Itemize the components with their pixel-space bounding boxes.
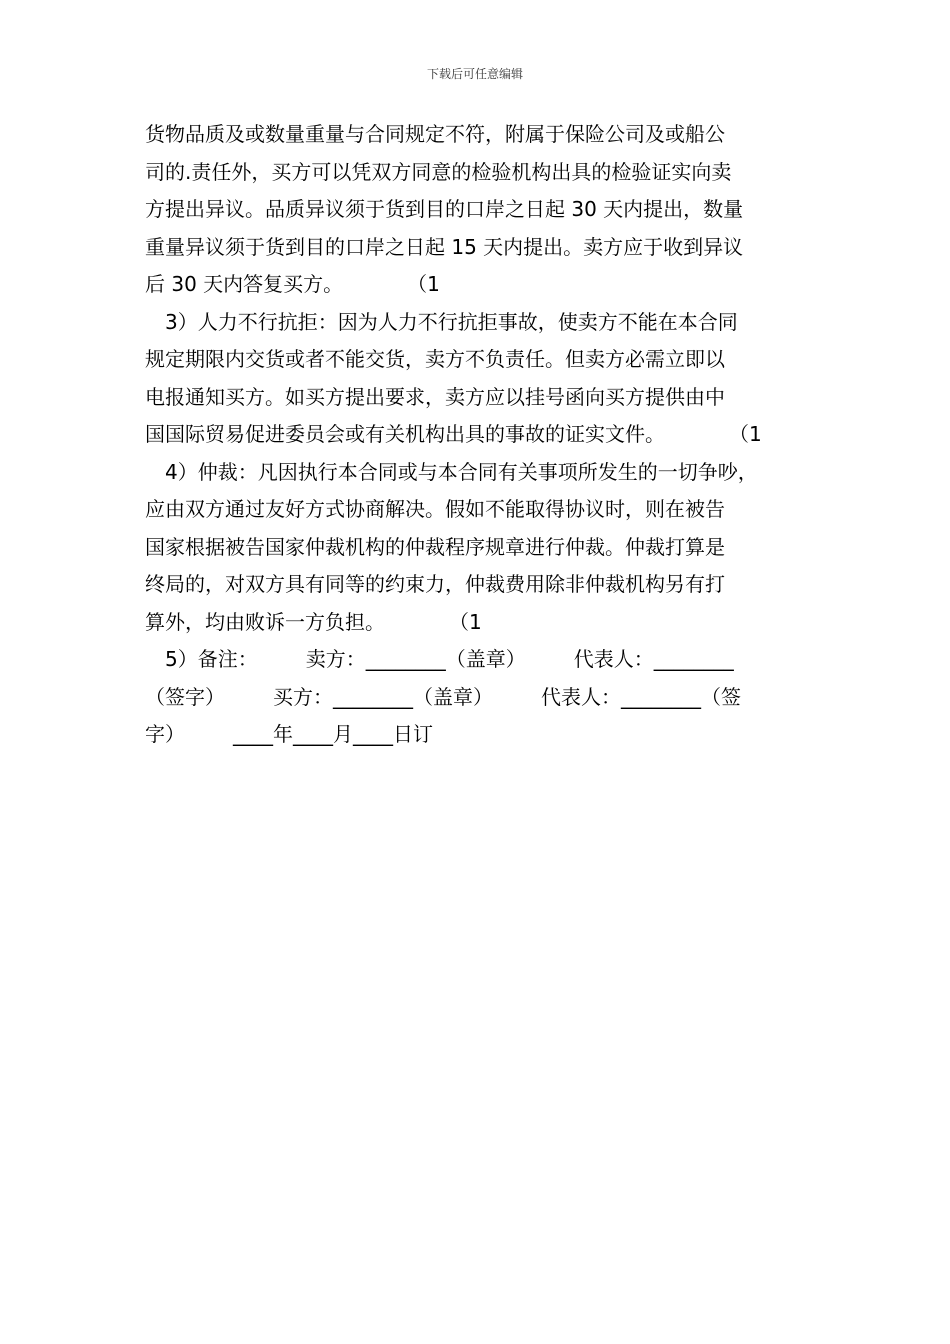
text-line [145, 641, 810, 679]
text-segment: 司的.责任外，买方可以凭双方同意的检验机构出具的检验证实向卖 [145, 159, 732, 184]
text-line [145, 566, 810, 604]
text-line [145, 416, 810, 454]
text-segment: 货物品质及或数量重量与合同规定不符，附属于保险公司及或船公 [145, 122, 725, 146]
text-segment: 4）仲裁：凡因执行本合同或与本合同有关事项所发生的一切争吵， [165, 459, 758, 484]
signature-note: （签字） [145, 684, 225, 709]
text-segment: 重量异议须于货到目的口岸之日起 15 天内提出。卖方应于收到异议 [145, 234, 744, 259]
text-segment: 算外，均由败诉一方负担。 [145, 609, 385, 634]
text-segment: 后 30 天内答复买方。 [145, 272, 344, 296]
text-line [145, 604, 810, 642]
text-line [145, 341, 810, 379]
text-line [145, 266, 810, 304]
buyer-representative: 代表人：________（签 [541, 684, 741, 709]
clause-marker: （1 [449, 609, 482, 634]
text-line [145, 379, 810, 417]
text-line [145, 454, 810, 492]
buyer-signature: 买方：________（盖章） [273, 684, 493, 709]
text-segment: 3）人力不行抗拒：因为人力不行抗拒事故，使卖方不能在本合同 [165, 309, 738, 334]
text-line [145, 191, 810, 229]
text-line [145, 116, 810, 154]
text-segment: 应由双方通过友好方式协商解决。假如不能取得协议时，则在被告 [145, 497, 725, 521]
text-segment: 规定期限内交货或者不能交货，卖方不负责任。但卖方必需立即以 [145, 347, 725, 371]
text-line [145, 529, 810, 567]
text-line [145, 716, 810, 754]
seller-representative: 代表人：________ [573, 647, 734, 671]
text-segment: 国国际贸易促进委员会或有关机构出具的事故的证实文件。 [145, 422, 665, 446]
text-line [145, 229, 810, 267]
text-line [145, 304, 810, 342]
text-line [145, 491, 810, 529]
remarks-label: 5）备注： [165, 647, 258, 671]
text-segment: 终局的，对双方具有同等的约束力，仲裁费用除非仲裁机构另有打 [145, 572, 725, 596]
clause-marker: （1 [729, 422, 762, 446]
document-body [145, 116, 810, 754]
text-segment: 国家根据被告国家仲裁机构的仲裁程序规章进行仲裁。仲裁打算是 [145, 534, 725, 559]
date-line: ____年____月____日订 [233, 722, 433, 746]
clause-marker: （1 [407, 272, 440, 296]
text-segment: 方提出异议。品质异议须于货到目的口岸之日起 30 天内提出，数量 [145, 197, 744, 221]
signature-note: 字） [145, 722, 185, 746]
text-segment: 电报通知买方。如买方提出要求，卖方应以挂号函向买方提供由中 [145, 384, 725, 409]
seller-signature: 卖方：________（盖章） [305, 647, 526, 671]
text-line [145, 679, 810, 717]
page-header: 下载后可任意编辑 [426, 67, 523, 81]
text-line [145, 154, 810, 192]
